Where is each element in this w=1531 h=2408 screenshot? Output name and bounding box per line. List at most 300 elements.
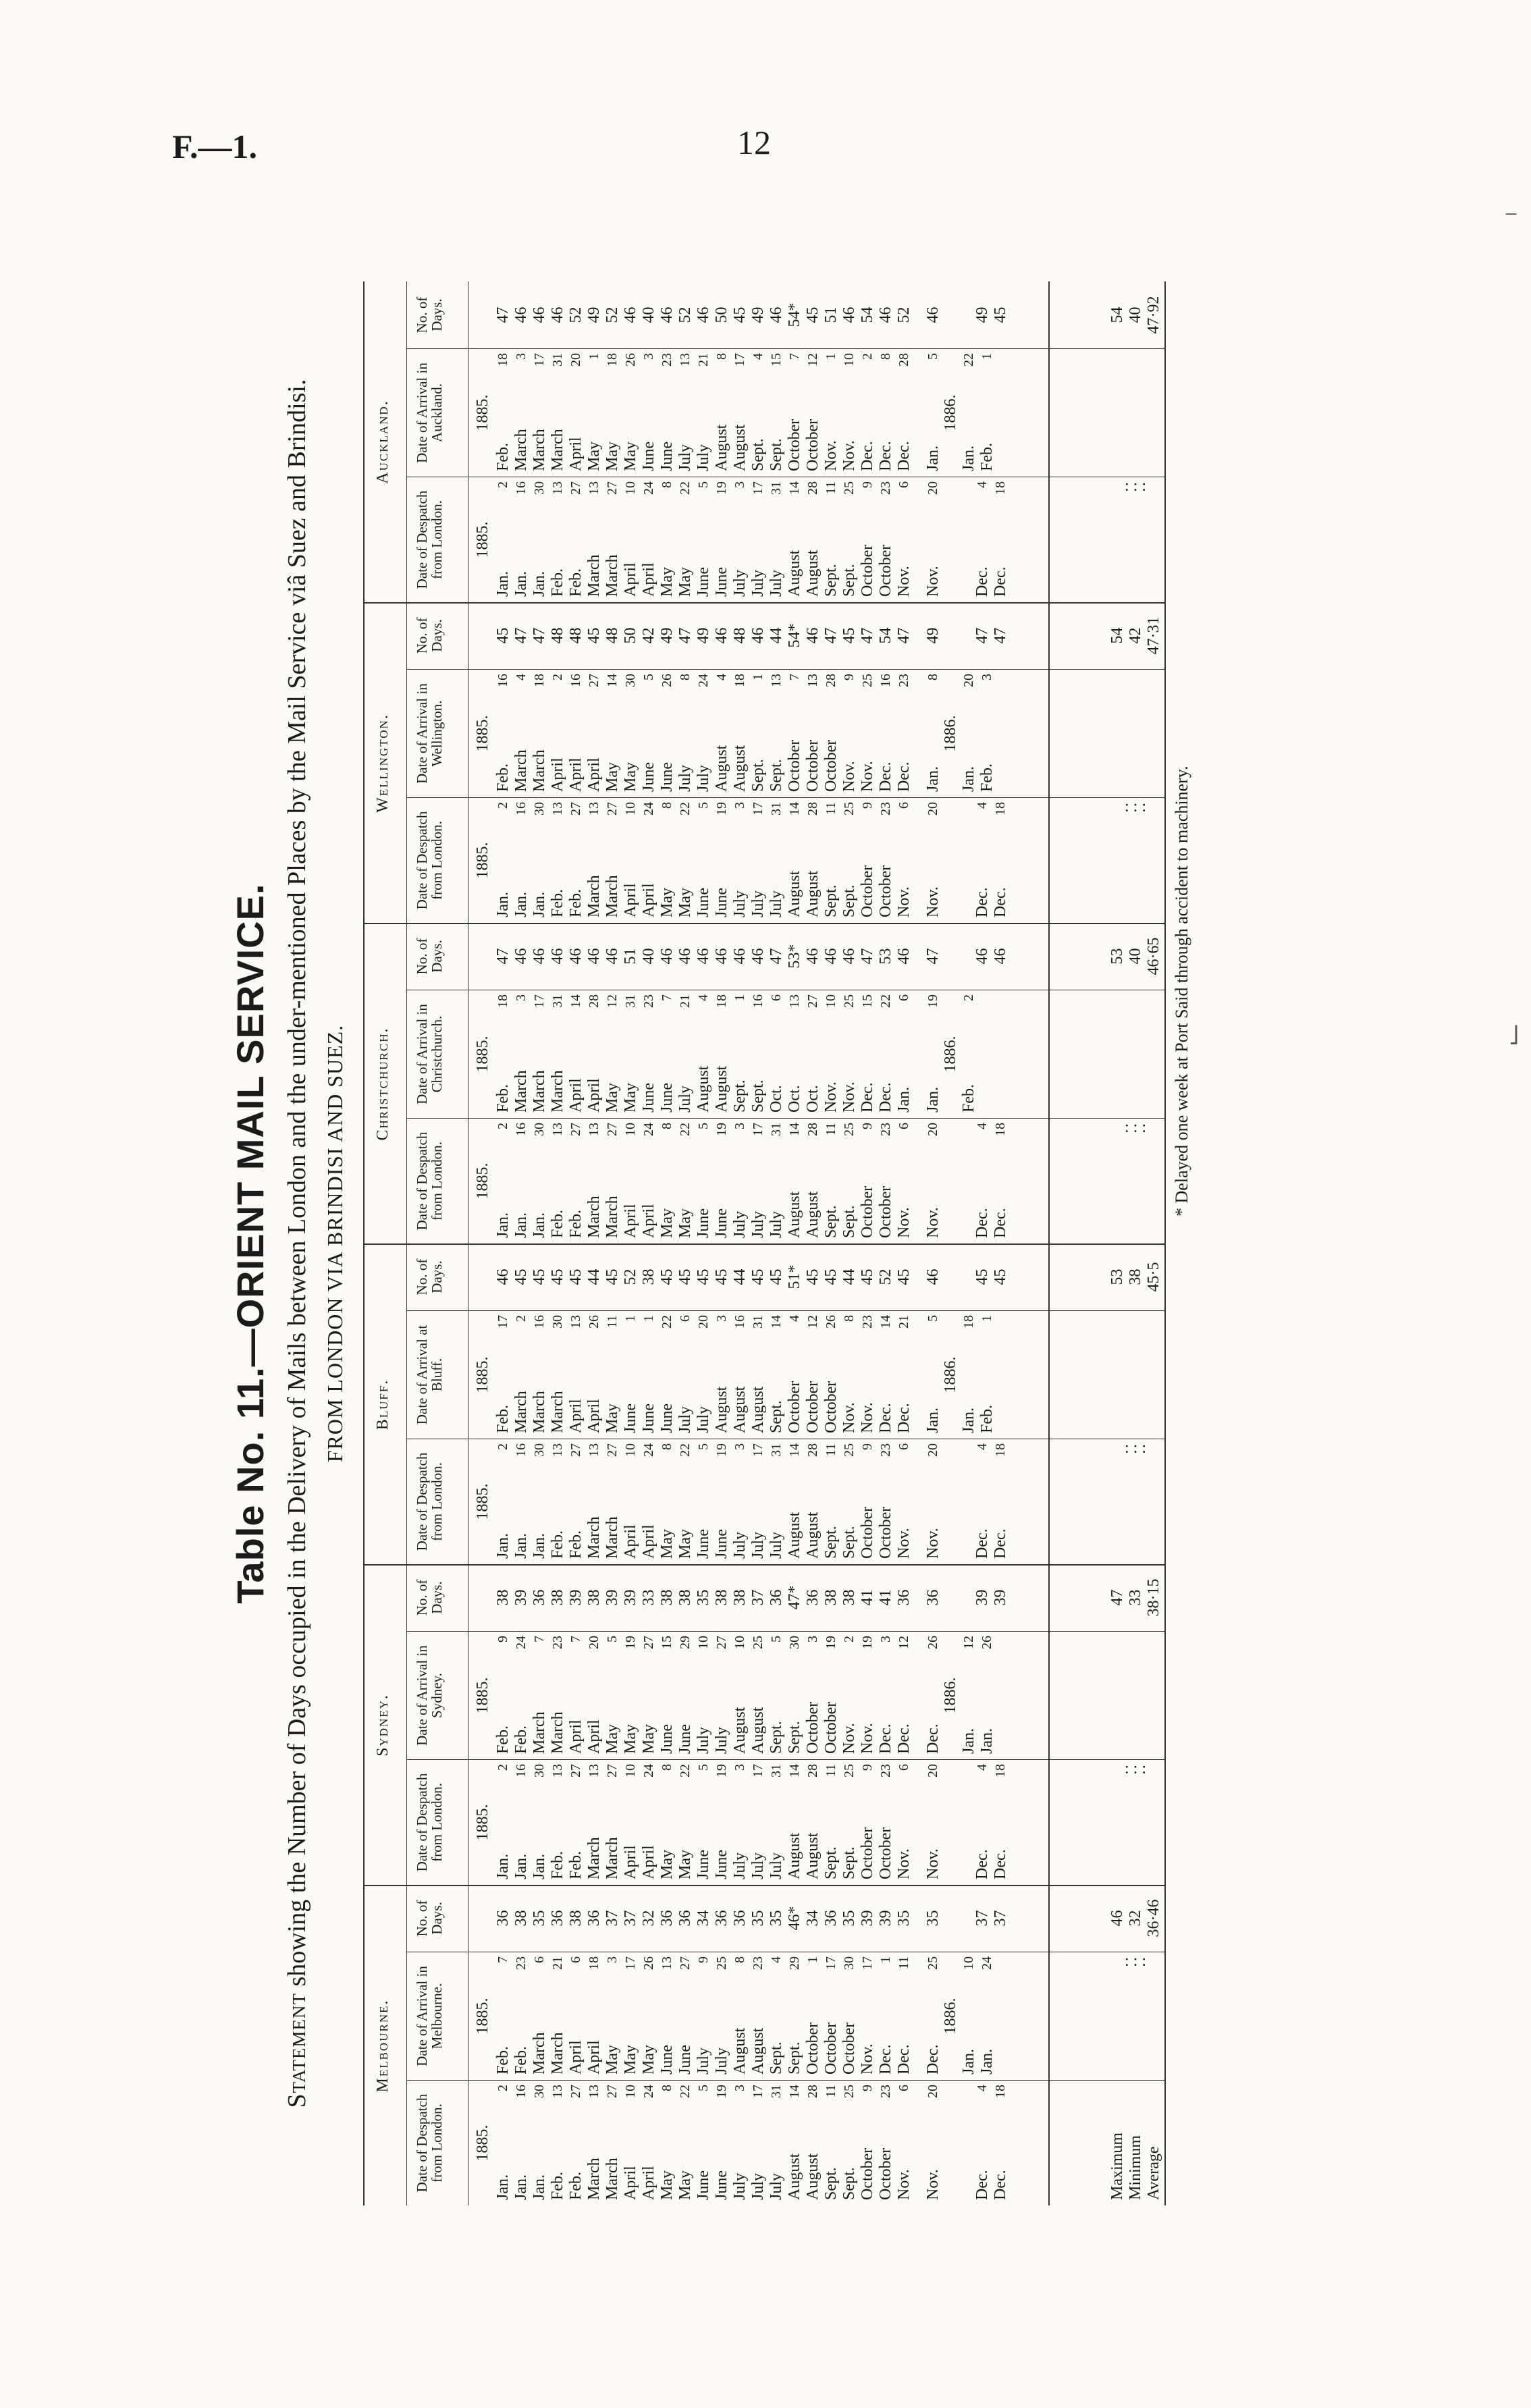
table-row: 44 — [585, 1268, 603, 1285]
table-row: 47 — [859, 627, 876, 644]
table-row — [749, 1760, 768, 1885]
month: Nov. — [895, 886, 913, 917]
table-row — [658, 1760, 676, 1885]
month: March — [603, 875, 621, 917]
table-row — [924, 1760, 942, 1885]
day: 8 — [660, 1123, 674, 1129]
day: 19 — [714, 1764, 729, 1777]
day: 23 — [878, 2085, 893, 2098]
month: Dec. — [924, 1723, 942, 1754]
month: May — [603, 762, 621, 792]
month: Jan. — [512, 2174, 530, 2200]
summary-value: 42 — [1127, 627, 1144, 644]
table-row — [567, 798, 585, 923]
month: Nov. — [840, 1402, 858, 1433]
day: 26 — [623, 353, 638, 367]
table-row — [695, 670, 713, 797]
month: Jan. — [924, 1408, 942, 1433]
day: 11 — [824, 1123, 838, 1136]
table-row: 32 — [640, 1910, 657, 1927]
table-row: 45 — [567, 1268, 585, 1285]
month: Feb. — [567, 2172, 585, 2200]
table-row — [768, 1760, 786, 1885]
table-row: 45 — [658, 1268, 676, 1285]
day: 22 — [678, 1764, 693, 1777]
table-row: 46 — [658, 306, 676, 323]
summary-dots: : : : — [1125, 1760, 1147, 1777]
day: 16 — [514, 1123, 529, 1136]
day: 2 — [495, 1443, 510, 1450]
table-row: 47 — [768, 948, 785, 965]
month: Dec. — [992, 887, 1009, 917]
month: Dec. — [924, 2044, 942, 2075]
table-row — [713, 1311, 731, 1439]
month: Dec. — [992, 1208, 1009, 1238]
day: 14 — [568, 994, 583, 1008]
table-row — [992, 1439, 1010, 1564]
month: October — [840, 2022, 858, 2075]
day: 16 — [495, 674, 510, 687]
table-row — [549, 1952, 567, 2080]
day: 30 — [532, 1443, 547, 1457]
day: 17 — [860, 1956, 875, 1970]
table-row — [567, 349, 585, 477]
month: May — [676, 888, 694, 917]
day: 25 — [842, 1123, 857, 1136]
month: August — [713, 1386, 730, 1433]
month: April — [640, 2166, 657, 2200]
month: Sept. — [822, 2167, 840, 2200]
month: April — [567, 1078, 585, 1113]
day: 27 — [568, 481, 583, 495]
table-row: 40 — [640, 306, 657, 323]
day: 21 — [896, 1315, 911, 1329]
day: 11 — [824, 481, 838, 495]
summary-value: 47·31 — [1145, 616, 1162, 655]
table-row — [877, 670, 895, 797]
year-label: 1885. — [474, 521, 491, 558]
month: July — [768, 569, 785, 597]
day: 31 — [623, 994, 638, 1008]
day: 3 — [605, 1956, 620, 1963]
day: 21 — [550, 1956, 565, 1970]
table-row — [768, 1952, 786, 2080]
day: 27 — [568, 2085, 583, 2098]
table-row: 37 — [749, 1589, 767, 1606]
day: 23 — [550, 1636, 565, 1649]
table-row — [822, 1439, 840, 1564]
despatch-column — [406, 798, 1164, 923]
table-row — [658, 670, 676, 797]
despatch-column — [406, 477, 1164, 602]
month: March — [531, 429, 548, 471]
day: 20 — [925, 1123, 940, 1136]
table-row — [531, 1632, 549, 1759]
table-row — [978, 1632, 996, 1759]
month: March — [603, 1516, 621, 1559]
day: 31 — [550, 353, 565, 367]
despatch-header: Date of Despatch from London. — [406, 798, 468, 923]
day: 15 — [860, 994, 875, 1008]
day: 4 — [975, 802, 990, 809]
month: May — [676, 1208, 694, 1238]
table-row — [822, 670, 840, 797]
month: Sept. — [840, 564, 858, 597]
month: June — [640, 442, 657, 471]
day: 27 — [605, 2085, 620, 2098]
month: March — [531, 1711, 548, 1754]
month: August — [804, 870, 822, 917]
day: 14 — [787, 802, 802, 815]
day: 20 — [925, 1764, 940, 1777]
table-row: 46 — [695, 306, 712, 323]
table-row — [695, 349, 713, 477]
day: 13 — [805, 674, 820, 687]
day: 24 — [641, 1123, 656, 1136]
month: July — [731, 1531, 749, 1559]
month: October — [859, 1827, 876, 1879]
day: 14 — [787, 481, 802, 495]
day: 22 — [678, 1443, 693, 1457]
table-row — [512, 990, 531, 1118]
table-row — [924, 1952, 942, 2080]
arrival-header: Date of Arrival at Bluff. — [406, 1311, 468, 1439]
month: October — [859, 1185, 876, 1238]
days-column — [406, 1885, 1164, 1952]
despatch-header: Date of Despatch from London. — [406, 1760, 468, 1885]
table-row — [973, 798, 992, 923]
month: Jan. — [960, 1728, 977, 1754]
month: June — [676, 2045, 694, 2075]
day: 7 — [568, 1636, 583, 1642]
table-row — [877, 1632, 895, 1759]
month: Dec. — [895, 1403, 913, 1433]
table-row: 47 — [676, 627, 694, 644]
table-row — [804, 990, 822, 1118]
month: Sept. — [768, 1400, 785, 1433]
table-row — [603, 670, 622, 797]
day: 27 — [678, 1956, 693, 1970]
table-row — [567, 1311, 585, 1439]
day: 1 — [623, 1315, 638, 1322]
day: 20 — [587, 1636, 601, 1649]
day: 14 — [787, 1764, 802, 1777]
table-row — [567, 1760, 585, 1885]
day: 30 — [842, 1956, 857, 1970]
table-row — [713, 1119, 731, 1243]
table-row: 46* — [786, 1906, 803, 1931]
day: 19 — [860, 1636, 875, 1649]
month: April — [622, 883, 639, 917]
table-row — [877, 1119, 895, 1243]
day: 2 — [860, 353, 875, 360]
month: August — [786, 1511, 803, 1559]
day: 16 — [751, 994, 766, 1008]
day: 8 — [660, 1764, 674, 1771]
table-row — [973, 1439, 992, 1564]
summary-value: 45·5 — [1145, 1262, 1162, 1292]
day: 14 — [787, 1123, 802, 1136]
day: 13 — [587, 1443, 601, 1457]
table-row — [992, 1760, 1010, 1885]
day: 3 — [878, 1636, 893, 1642]
table-row — [549, 990, 567, 1118]
table-row: 46 — [549, 306, 566, 323]
city-name: Wellington. — [374, 714, 392, 813]
table-row: 45 — [840, 627, 858, 644]
day: 24 — [641, 802, 656, 815]
table-row: 39 — [859, 1910, 876, 1927]
table-row: 49 — [749, 306, 767, 323]
table-row — [840, 349, 859, 477]
day: 17 — [751, 1764, 766, 1777]
table-row — [713, 990, 731, 1118]
day: 13 — [660, 1956, 674, 1970]
table-row: 49 — [658, 627, 676, 644]
table-row — [877, 2081, 895, 2205]
month: April — [640, 1845, 657, 1879]
table-row: 54* — [786, 302, 803, 327]
table-row: 35 — [768, 1910, 785, 1927]
table-row — [603, 1952, 622, 2080]
day: 10 — [961, 1956, 976, 1970]
table-row — [992, 798, 1010, 923]
table-row — [877, 1311, 895, 1439]
city-name: Christchurch. — [374, 1027, 392, 1141]
day: 19 — [714, 802, 729, 815]
despatch-header: Date of Despatch from London. — [406, 1439, 468, 1564]
month: October — [804, 2022, 822, 2075]
month: June — [695, 888, 712, 917]
year-label: 1885. — [474, 1483, 491, 1520]
day: 25 — [842, 2085, 857, 2098]
table-row — [786, 1952, 804, 2080]
table-row — [749, 1439, 768, 1564]
month: Sept. — [840, 2167, 858, 2200]
month: Nov. — [840, 761, 858, 792]
month: Nov. — [840, 1723, 858, 1754]
month: Dec. — [973, 1208, 991, 1238]
month: October — [877, 2147, 894, 2200]
table-row — [549, 477, 567, 602]
month: March — [603, 554, 621, 597]
month: July — [731, 890, 749, 917]
table-row — [585, 2081, 603, 2205]
summary-dots: : : : — [1125, 1952, 1147, 1970]
month: August — [731, 1707, 749, 1754]
month: May — [658, 567, 676, 597]
month: May — [676, 1529, 694, 1559]
table-row — [960, 349, 978, 477]
day: 2 — [550, 674, 565, 680]
table-row: 37 — [603, 1910, 621, 1927]
table-row — [895, 1439, 913, 1564]
month: June — [658, 1403, 676, 1433]
table-row — [924, 1119, 942, 1243]
table-row — [877, 990, 895, 1118]
table-row: 37 — [622, 1910, 639, 1927]
table-row — [924, 477, 942, 602]
month: Sept. — [786, 1721, 803, 1754]
month: March — [585, 875, 603, 917]
month: Dec. — [877, 2044, 894, 2075]
table-row — [840, 1311, 859, 1439]
table-row: 52 — [676, 306, 694, 323]
table-row: 46 — [549, 948, 566, 965]
day: 13 — [587, 802, 601, 815]
year-label: 1885. — [474, 1036, 491, 1073]
day: 10 — [623, 481, 638, 495]
day: 15 — [769, 353, 784, 367]
month: Feb. — [567, 889, 585, 917]
table-row — [622, 1439, 640, 1564]
city-group — [365, 1564, 1164, 1885]
table-row — [676, 990, 695, 1118]
table-row — [494, 1952, 512, 2080]
day: 11 — [896, 1956, 911, 1970]
month: May — [622, 442, 639, 471]
table-row: 40 — [640, 948, 657, 965]
month: August — [804, 1191, 822, 1238]
table-row: 38 — [822, 1589, 840, 1606]
month: August — [804, 550, 822, 597]
day: 25 — [925, 1956, 940, 1970]
year-label: 1885. — [474, 1804, 491, 1841]
day: 18 — [732, 674, 747, 687]
month: March — [585, 2158, 603, 2200]
day: 7 — [787, 674, 802, 680]
day: 20 — [568, 353, 583, 367]
month: Feb. — [494, 1084, 512, 1113]
day: 12 — [961, 1636, 976, 1649]
month: August — [731, 1386, 749, 1433]
table-row — [804, 2081, 822, 2205]
month: August — [713, 424, 730, 471]
table-row: 49 — [695, 627, 712, 644]
day: 6 — [568, 1956, 583, 1963]
table-row — [877, 798, 895, 923]
year-label: 1886. — [942, 1356, 959, 1393]
day: 16 — [514, 481, 529, 495]
day: 1 — [878, 1956, 893, 1963]
table-row — [749, 1632, 768, 1759]
day: 30 — [532, 2085, 547, 2098]
table-row — [895, 798, 913, 923]
table-row: 36 — [658, 1910, 676, 1927]
table-row — [622, 1760, 640, 1885]
table-row: 45 — [585, 627, 603, 644]
month: Feb. — [549, 1530, 566, 1559]
month: June — [713, 888, 730, 917]
margin-mark: ˩ — [1509, 1020, 1520, 1050]
summary-label: Minimum — [1127, 2135, 1144, 2200]
table-row — [676, 349, 695, 477]
day: 1 — [751, 674, 766, 680]
table-row — [640, 1760, 658, 1885]
month: Sept. — [749, 438, 767, 471]
day: 17 — [751, 802, 766, 815]
table-row — [786, 1760, 804, 1885]
arrival-header: Date of Arrival in Sydney. — [406, 1632, 468, 1759]
month: June — [695, 2170, 712, 2200]
day: 31 — [769, 1764, 784, 1777]
month: October — [822, 2022, 840, 2075]
month: Sept. — [749, 1079, 767, 1113]
day: 14 — [605, 674, 620, 687]
day: 13 — [550, 1443, 565, 1457]
month: Nov. — [859, 2043, 876, 2075]
day: 1 — [979, 1315, 994, 1322]
month: July — [695, 2047, 712, 2075]
month: Nov. — [924, 566, 942, 597]
table-row: 45 — [494, 627, 512, 644]
table-row — [840, 1632, 859, 1759]
month: August — [804, 1511, 822, 1559]
day: 24 — [641, 1443, 656, 1457]
table-row — [895, 1952, 913, 2080]
day: 19 — [824, 1636, 838, 1649]
month: March — [585, 1516, 603, 1559]
month: June — [640, 762, 657, 792]
month: August — [749, 2027, 767, 2075]
table-row — [585, 1952, 603, 2080]
month: October — [859, 1506, 876, 1559]
table-row: 37 — [973, 1910, 991, 1927]
arrival-header: Date of Arrival in Wellington. — [406, 670, 468, 797]
month: March — [603, 2158, 621, 2200]
month: Nov. — [895, 566, 913, 597]
table-row: 46 — [749, 627, 767, 644]
table-row — [676, 1760, 695, 1885]
table-row — [978, 1952, 996, 2080]
day: 10 — [842, 353, 857, 367]
table-row: 36 — [822, 1910, 840, 1927]
day: 4 — [975, 1123, 990, 1129]
day: 13 — [568, 1315, 583, 1329]
table-row: 47 — [924, 948, 942, 965]
month: March — [512, 1391, 530, 1433]
month: Dec. — [877, 441, 894, 471]
day: 30 — [787, 1636, 802, 1649]
month: March — [585, 1837, 603, 1879]
table-row: 54 — [859, 306, 876, 323]
day: 4 — [975, 481, 990, 488]
year-label: 1886. — [942, 715, 959, 752]
month: April — [622, 2166, 639, 2200]
day: 17 — [751, 1443, 766, 1457]
summary-dots: : : : — [1125, 1439, 1147, 1457]
month: Dec. — [973, 887, 991, 917]
month: June — [622, 1403, 639, 1433]
table-row: 47* — [786, 1585, 803, 1610]
month: July — [768, 890, 785, 917]
month: March — [603, 1837, 621, 1879]
table-row — [973, 477, 992, 602]
table-row — [786, 2081, 804, 2205]
month: Jan. — [512, 892, 530, 917]
day: 4 — [975, 1764, 990, 1771]
day: 29 — [678, 1636, 693, 1649]
month: June — [695, 1208, 712, 1238]
month: July — [695, 1406, 712, 1433]
table-row — [603, 1119, 622, 1243]
table-row — [960, 670, 978, 797]
table-row: 51 — [822, 306, 840, 323]
month: August — [749, 1707, 767, 1754]
table-row — [840, 2081, 859, 2205]
day: 17 — [532, 994, 547, 1008]
table-row — [768, 798, 786, 923]
